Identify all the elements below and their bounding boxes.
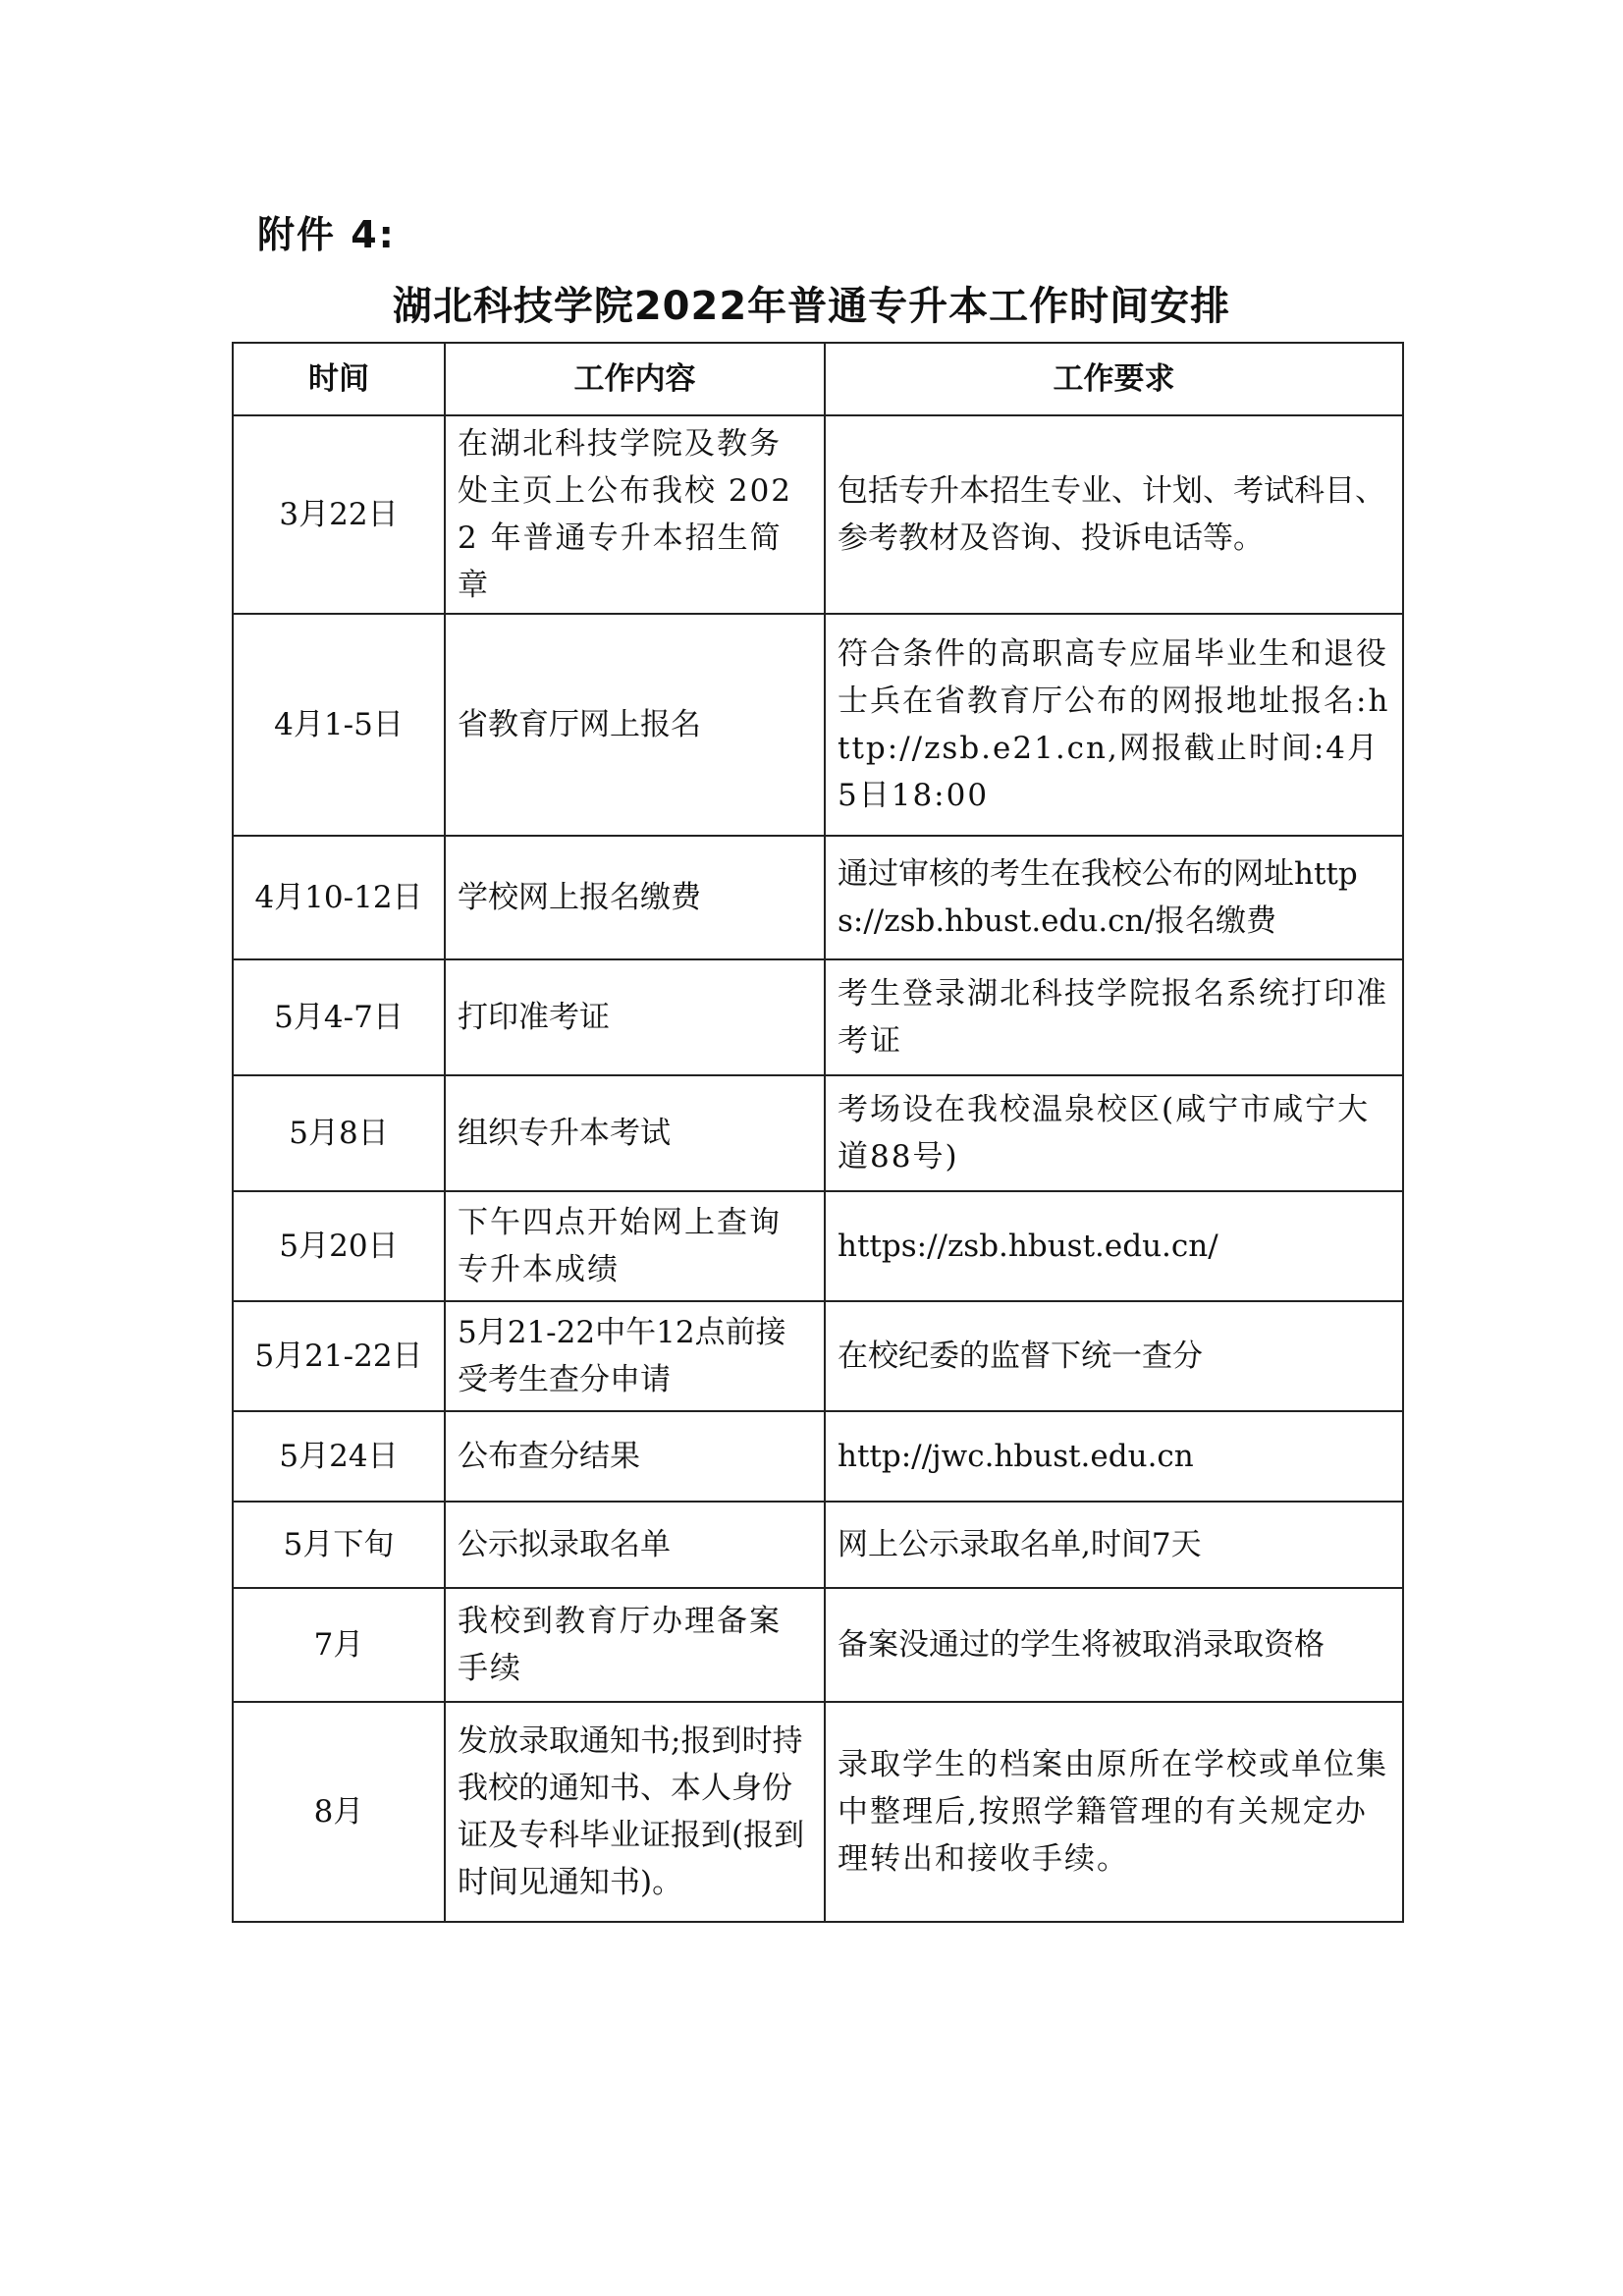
schedule-table bbox=[232, 342, 1404, 1923]
table-row bbox=[233, 1191, 1403, 1301]
row-task: 5月21-22中午12点前接受考生查分申请 bbox=[445, 1301, 825, 1411]
row-requirement: 录取学生的档案由原所在学校或单位集中整理后,按照学籍管理的有关规定办理转出和接收手续。 bbox=[825, 1702, 1403, 1922]
row-requirement: 网上公示录取名单,时间7天 bbox=[825, 1502, 1403, 1588]
row-task: 公布查分结果 bbox=[445, 1411, 825, 1502]
table-row bbox=[233, 614, 1403, 836]
row-date: 5月20日 bbox=[233, 1191, 445, 1301]
row-requirement: 通过审核的考生在我校公布的网址https://zsb.hbust.edu.cn/报名缴费 bbox=[825, 836, 1403, 959]
row-requirement: https://zsb.hbust.edu.cn/ bbox=[825, 1191, 1403, 1301]
table-row bbox=[233, 1301, 1403, 1411]
row-date: 5月8日 bbox=[233, 1075, 445, 1191]
row-requirement: 考生登录湖北科技学院报名系统打印准考证 bbox=[825, 959, 1403, 1075]
row-task: 我校到教育厅办理备案手续 bbox=[445, 1588, 825, 1702]
row-requirement: 包括专升本招生专业、计划、考试科目、参考教材及咨询、投诉电话等。 bbox=[825, 415, 1403, 614]
row-task: 下午四点开始网上查询专升本成绩 bbox=[445, 1191, 825, 1301]
row-task: 发放录取通知书;报到时持我校的通知书、本人身份证及专科毕业证报到(报到时间见通知书)。 bbox=[445, 1702, 825, 1922]
header-requirement: 工作要求 bbox=[825, 343, 1403, 415]
row-task: 省教育厅网上报名 bbox=[445, 614, 825, 836]
table-row bbox=[233, 959, 1403, 1075]
header-time: 时间 bbox=[233, 343, 445, 415]
row-task: 学校网上报名缴费 bbox=[445, 836, 825, 959]
row-requirement: 备案没通过的学生将被取消录取资格 bbox=[825, 1588, 1403, 1702]
table-row bbox=[233, 1502, 1403, 1588]
row-date: 4月1-5日 bbox=[233, 614, 445, 836]
document-title: 湖北科技学院2022年普通专升本工作时间安排 bbox=[392, 284, 1231, 329]
header-task: 工作内容 bbox=[445, 343, 825, 415]
row-task: 在湖北科技学院及教务处主页上公布我校 2022 年普通专升本招生简章 bbox=[445, 415, 825, 614]
row-requirement: 符合条件的高职高专应届毕业生和退役士兵在省教育厅公布的网报地址报名:http://zsb.e21.cn,网报截止时间:4月5日18:00 bbox=[825, 614, 1403, 836]
row-date: 5月4-7日 bbox=[233, 959, 445, 1075]
table-row bbox=[233, 1075, 1403, 1191]
table-row bbox=[233, 1588, 1403, 1702]
table-row bbox=[233, 1411, 1403, 1502]
row-task: 组织专升本考试 bbox=[445, 1075, 825, 1191]
row-date: 8月 bbox=[233, 1702, 445, 1922]
row-date: 3月22日 bbox=[233, 415, 445, 614]
row-requirement: 在校纪委的监督下统一查分 bbox=[825, 1301, 1403, 1411]
row-date: 5月24日 bbox=[233, 1411, 445, 1502]
attachment-label: 附件 4: bbox=[257, 213, 396, 256]
row-date: 7月 bbox=[233, 1588, 445, 1702]
row-task: 打印准考证 bbox=[445, 959, 825, 1075]
row-date: 4月10-12日 bbox=[233, 836, 445, 959]
table-row bbox=[233, 836, 1403, 959]
row-requirement: http://jwc.hbust.edu.cn bbox=[825, 1411, 1403, 1502]
table-row bbox=[233, 1702, 1403, 1922]
row-date: 5月21-22日 bbox=[233, 1301, 445, 1411]
row-task: 公示拟录取名单 bbox=[445, 1502, 825, 1588]
row-requirement: 考场设在我校温泉校区(咸宁市咸宁大道88号) bbox=[825, 1075, 1403, 1191]
table-row bbox=[233, 415, 1403, 614]
row-date: 5月下旬 bbox=[233, 1502, 445, 1588]
table-header-row bbox=[233, 343, 1403, 415]
